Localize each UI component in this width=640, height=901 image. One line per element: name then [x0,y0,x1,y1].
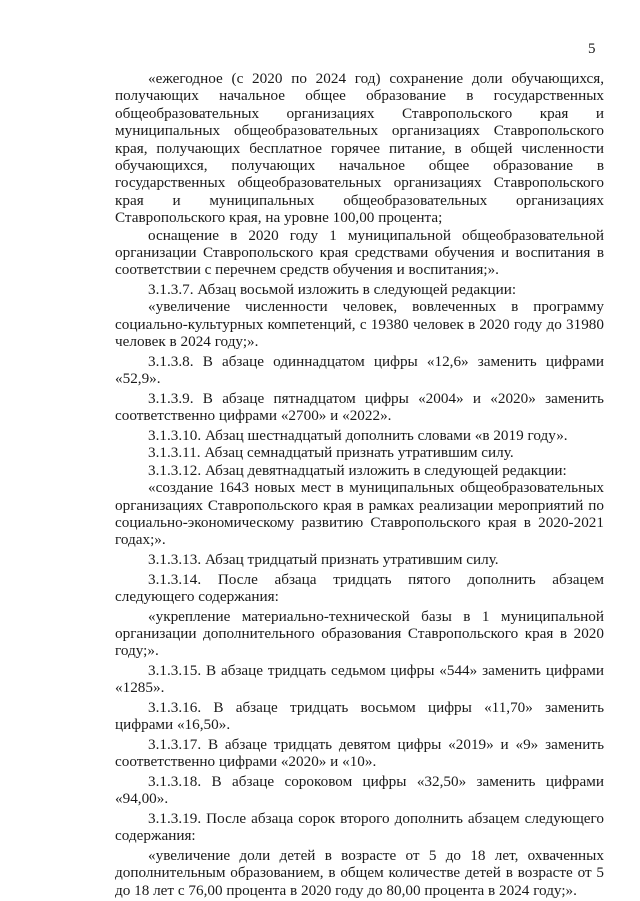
paragraph: оснащение в 2020 году 1 муниципальной общеобразовательной организации Ставропольского края средствами обучения и воспитания в соответствии с перечнем средств обучения и воспитания;». [115,226,604,279]
page-number: 5 [588,41,596,57]
paragraph: 3.1.3.19. После абзаца сорок второго дополнить абзацем следующего содержания: [115,809,604,845]
paragraph: 3.1.3.17. В абзаце тридцать девятом цифры «2019» и «9» заменить соответственно цифрами «2020» и «10». [115,735,604,771]
paragraph: 3.1.3.15. В абзаце тридцать седьмом цифры «544» заменить цифрами «1285». [115,661,604,697]
paragraph: 3.1.3.14. После абзаца тридцать пятого дополнить абзацем следующего содержания: [115,570,604,605]
paragraph: 3.1.3.12. Абзац девятнадцатый изложить в следующей редакции: [148,461,567,479]
paragraph: «создание 1643 новых мест в муниципальных общеобразовательных организациях Ставропольского края в рамках реализации мероприятий по социально-экономическому развитию Ставропольского края в 2020-2021 годах;». [115,479,604,549]
paragraph: «укрепление материально-технической базы в 1 муниципальной организации дополнительного образования Ставропольского края в 2020 году;». [115,607,604,660]
paragraph: «ежегодное (с 2020 по 2024 год) сохранение доли обучающихся, получающих начальное общее образование в государственных общеобразовательных организациях Ставропольского края и муниципальных общеобразовательных организациях Ставропольского края, получающих бесплатное горячее питание, в общей численности обучающихся, получающих начальное общее образование в государственных общеобразовательных организациях Ставропольского края и муниципальных общеобразовательных организациях Ставропольского края, на уровне 100,00 процента; [115,70,604,227]
paragraph: 3.1.3.8. В абзаце одиннадцатом цифры «12,6» заменить цифрами «52,9». [115,352,604,388]
paragraph: 3.1.3.9. В абзаце пятнадцатом цифры «2004» и «2020» заменить соответственно цифрами «2700» и «2022». [115,389,604,425]
paragraph: 3.1.3.18. В абзаце сороковом цифры «32,50» заменить цифрами «94,00». [115,772,604,808]
paragraph: «увеличение численности человек, вовлеченных в программу социально-культурных компетенций, с 19380 человек в 2020 году до 31980 человек в 2024 году;». [115,298,604,351]
paragraph: 3.1.3.11. Абзац семнадцатый признать утратившим силу. [148,444,514,462]
paragraph: «увеличение доли детей в возрасте от 5 до 18 лет, охваченных дополнительным образованием, в общем количестве детей в возрасте от 5 до 18 лет с 76,00 процента в 2020 году до 80,00 процента в 2024 году;». [115,846,604,899]
paragraph: 3.1.3.16. В абзаце тридцать восьмом цифры «11,70» заменить цифрами «16,50». [115,698,604,734]
document-body [115,70,604,901]
paragraph: 3.1.3.10. Абзац шестнадцатый дополнить словами «в 2019 году». [148,426,568,444]
paragraph: 3.1.3.13. Абзац тридцатый признать утратившим силу. [148,550,499,568]
paragraph: 3.1.3.7. Абзац восьмой изложить в следующей редакции: [148,281,517,299]
